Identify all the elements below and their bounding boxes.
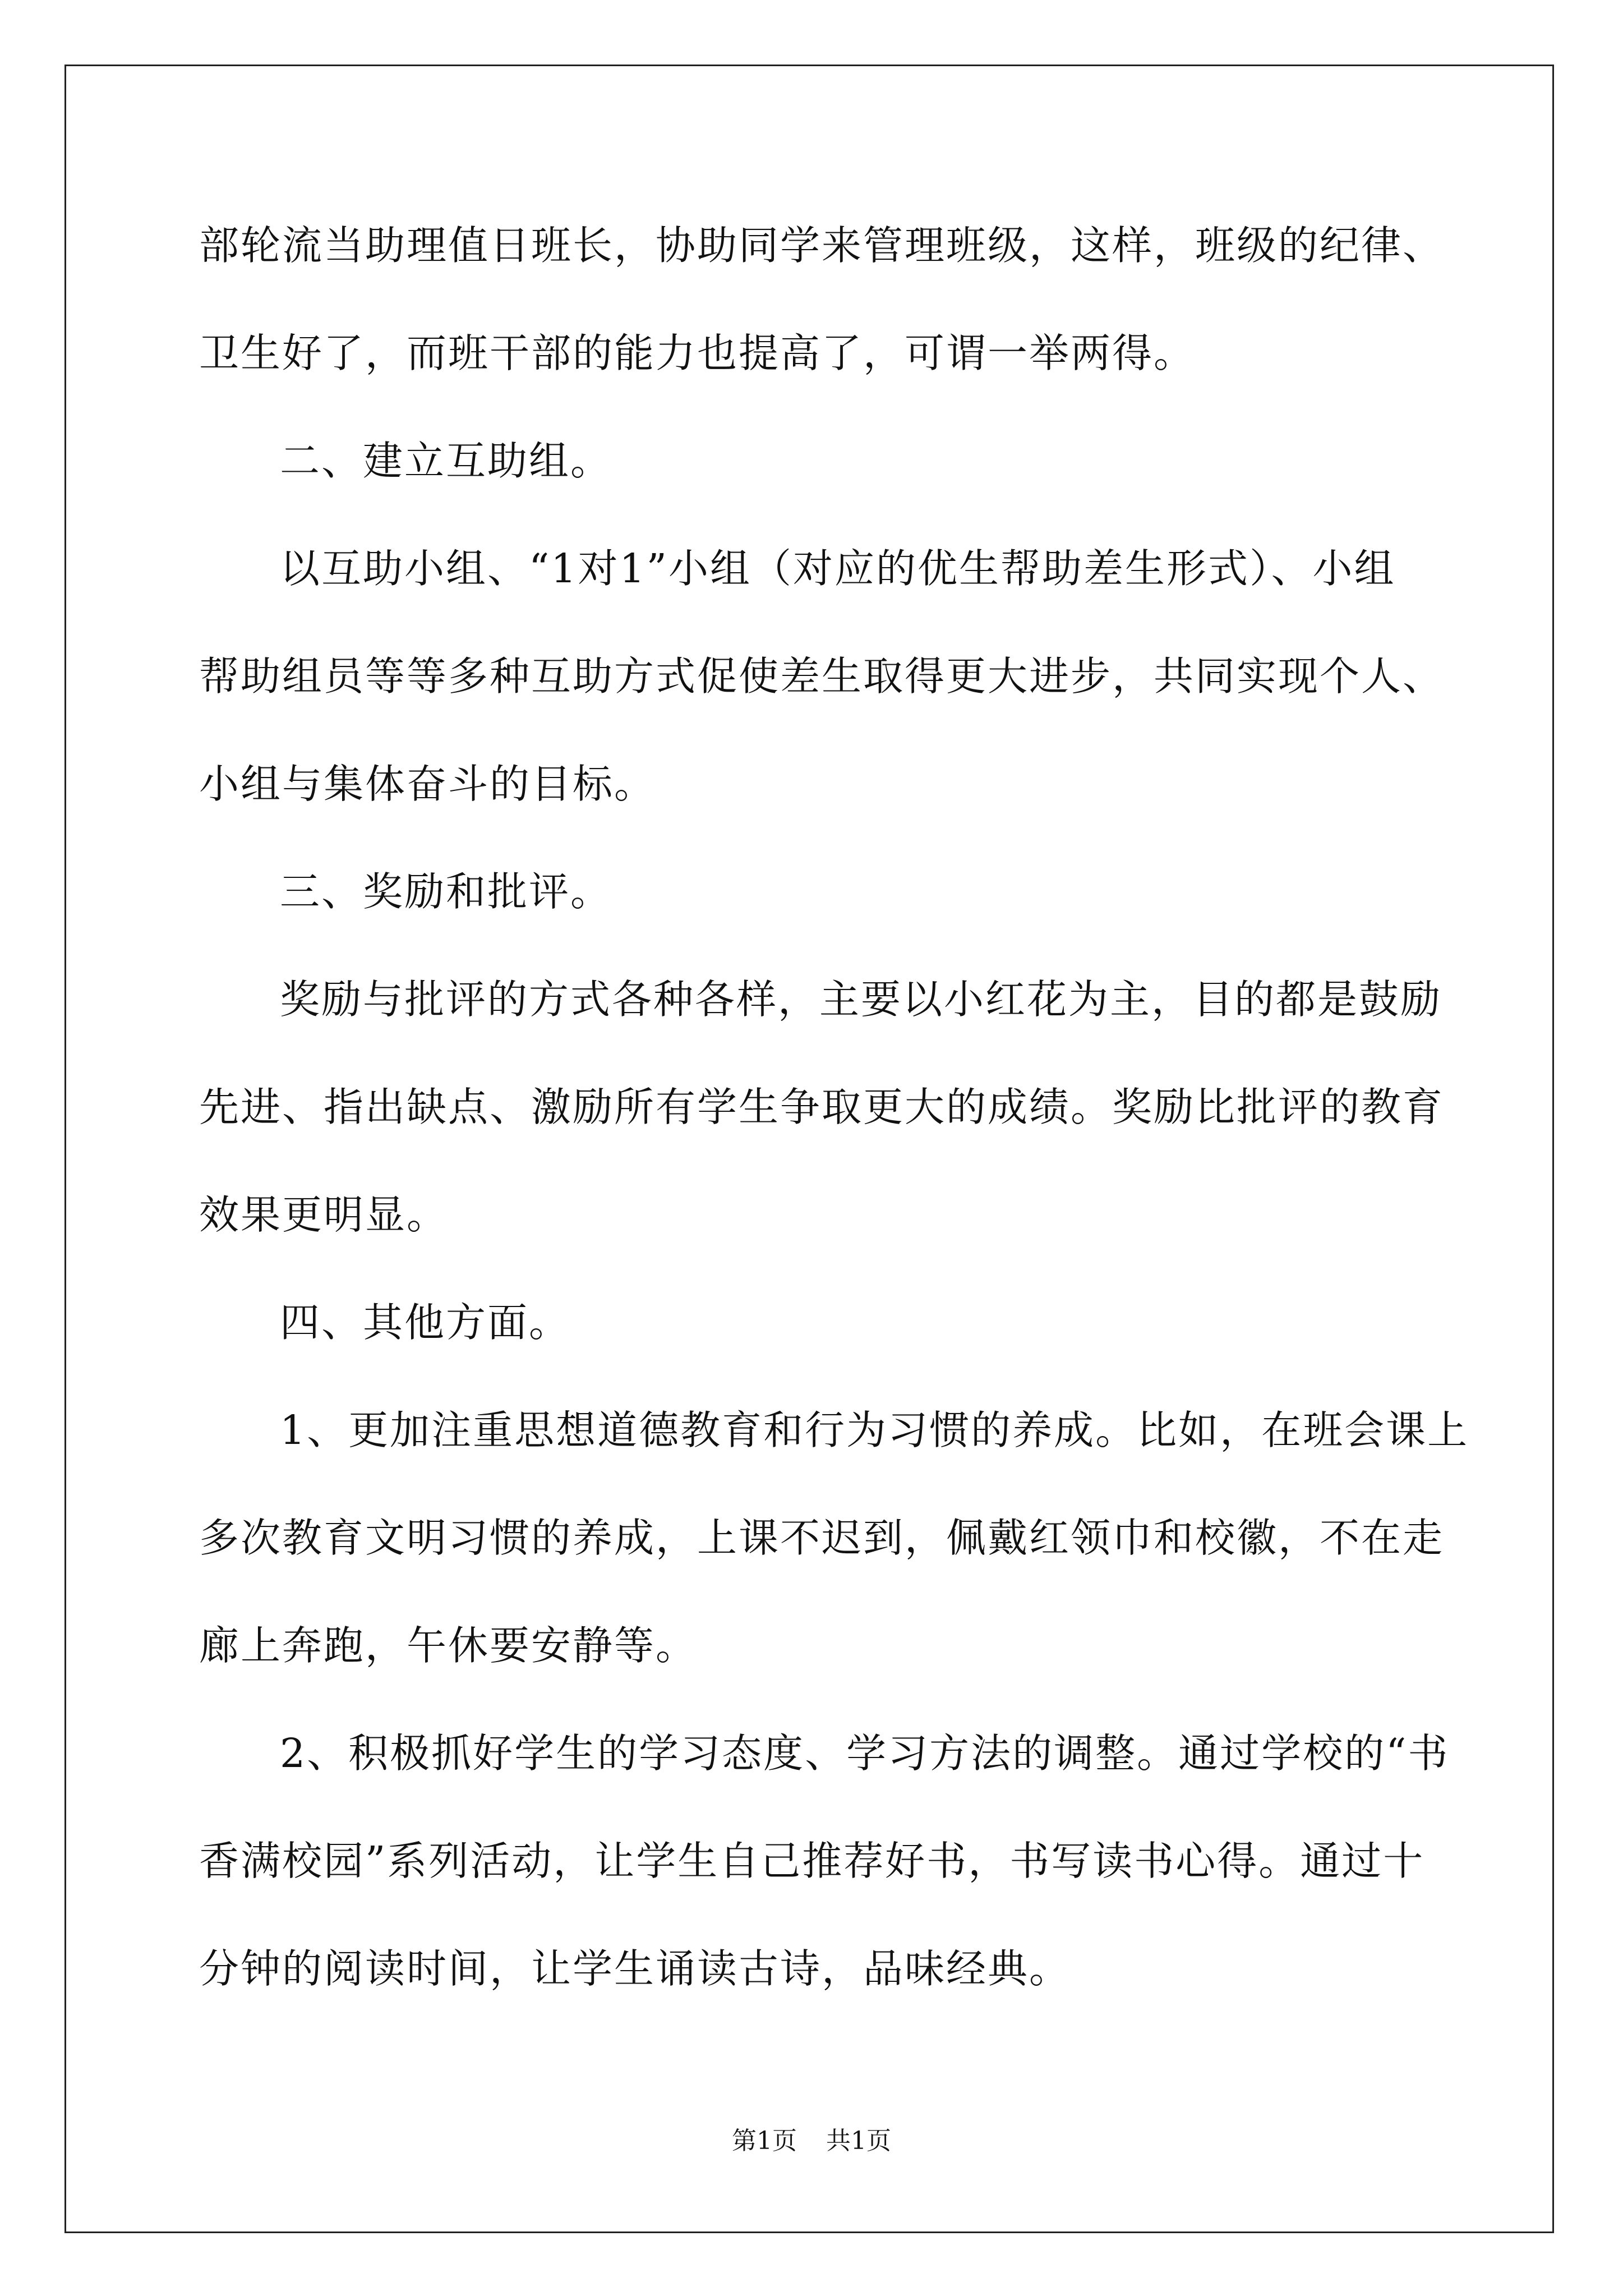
body-line: 效果更明显。 [199, 1191, 449, 1238]
body-line: 香满校园”系列活动，让学生自己推荐好书，书写读书心得。通过十 [199, 1838, 1425, 1884]
page-border [64, 65, 1554, 2233]
body-line: 奖励与批评的方式各种各样，主要以小红花为主，目的都是鼓励 [280, 976, 1442, 1023]
body-line: 小组与集体奋斗的目标。 [199, 761, 656, 807]
body-line: 分钟的阅读时间，让学生诵读古诗，品味经典。 [199, 1945, 1071, 1992]
body-line: 2、积极抓好学生的学习态度、学习方法的调整。通过学校的“书 [280, 1730, 1450, 1777]
section-heading: 三、奖励和批评。 [280, 868, 612, 915]
page-footer [0, 2120, 1623, 2156]
body-line: 部轮流当助理值日班长，协助同学来管理班级，这样，班级的纪律、 [199, 222, 1445, 269]
body-line: 卫生好了，而班干部的能力也提高了，可谓一举两得。 [199, 330, 1196, 376]
body-line: 1、更加注重思想道德教育和行为习惯的养成。比如，在班会课上 [280, 1407, 1469, 1453]
page-number: 第1页 [732, 2127, 797, 2155]
section-heading: 二、建立互助组。 [280, 438, 612, 484]
page-total: 共1页 [826, 2127, 891, 2155]
body-line: 廊上奔跑，午休要安静等。 [199, 1622, 698, 1669]
body-line: 以互助小组、“1对1”小组（对应的优生帮助差生形式）、小组 [280, 545, 1396, 592]
body-line: 先进、指出缺点、激励所有学生争取更大的成绩。奖励比批评的教育 [199, 1084, 1445, 1130]
body-line: 多次教育文明习惯的养成，上课不迟到，佩戴红领巾和校徽，不在走 [199, 1515, 1445, 1561]
section-heading: 四、其他方面。 [280, 1299, 571, 1346]
body-line: 帮助组员等等多种互助方式促使差生取得更大进步，共同实现个人、 [199, 653, 1445, 700]
